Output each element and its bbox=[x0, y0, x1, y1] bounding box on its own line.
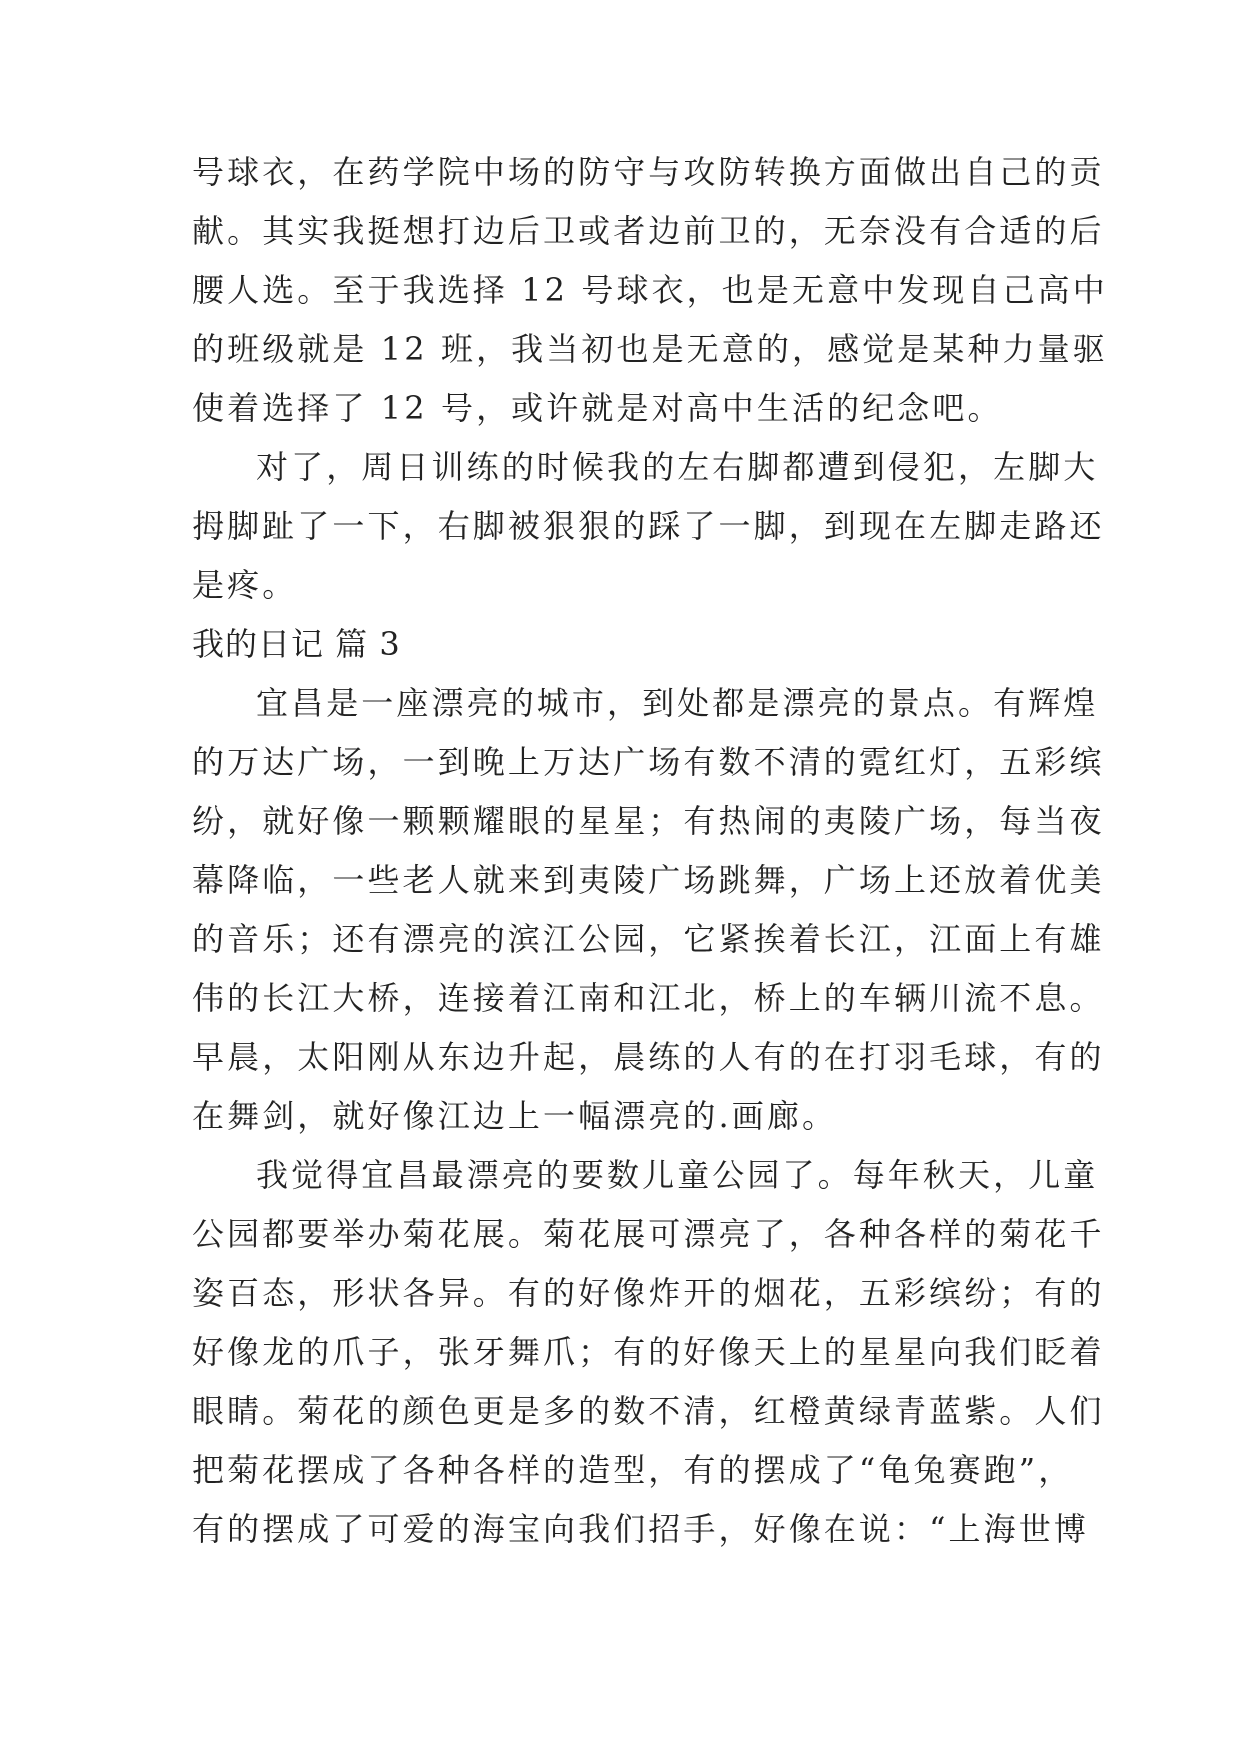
paragraph-first-line: 我觉得宜昌最漂亮的要数儿童公园了。每年秋天，儿童 bbox=[256, 1156, 1099, 1194]
body-text-line: 姿百态，形状各异。有的好像炸开的烟花，五彩缤纷；有的 bbox=[192, 1274, 1105, 1312]
paragraph-first-line: 对了，周日训练的时候我的左右脚都遭到侵犯，左脚大 bbox=[256, 448, 1099, 486]
body-text-line: 拇脚趾了一下，右脚被狠狠的踩了一脚，到现在左脚走路还 bbox=[192, 507, 1105, 545]
body-text-line: 腰人选。至于我选择 12 号球衣，也是无意中发现自己高中 bbox=[192, 271, 1108, 309]
body-text-line: 有的摆成了可爱的海宝向我们招手，好像在说：“上海世博 bbox=[192, 1510, 1089, 1548]
body-text-line: 好像龙的爪子，张牙舞爪；有的好像天上的星星向我们眨着 bbox=[192, 1333, 1105, 1371]
body-text-line: 在舞剑，就好像江边上一幅漂亮的.画廊。 bbox=[192, 1097, 838, 1135]
section-heading: 我的日记 篇 3 bbox=[192, 625, 401, 663]
body-text-line: 伟的长江大桥，连接着江南和江北，桥上的车辆川流不息。 bbox=[192, 979, 1105, 1017]
body-text-line: 的音乐；还有漂亮的滨江公园，它紧挨着长江，江面上有雄 bbox=[192, 920, 1105, 958]
body-text-line: 的万达广场，一到晚上万达广场有数不清的霓红灯，五彩缤 bbox=[192, 743, 1105, 781]
body-text-line: 眼睛。菊花的颜色更是多的数不清，红橙黄绿青蓝紫。人们 bbox=[192, 1392, 1105, 1430]
body-text-line: 早晨，太阳刚从东边升起，晨练的人有的在打羽毛球，有的 bbox=[192, 1038, 1105, 1076]
body-text-line: 献。其实我挺想打边后卫或者边前卫的，无奈没有合适的后 bbox=[192, 212, 1105, 250]
body-text-line: 号球衣，在药学院中场的防守与攻防转换方面做出自己的贡 bbox=[192, 153, 1105, 191]
body-text-line: 的班级就是 12 班，我当初也是无意的，感觉是某种力量驱 bbox=[192, 330, 1108, 368]
body-text-line: 纷，就好像一颗颗耀眼的星星；有热闹的夷陵广场，每当夜 bbox=[192, 802, 1105, 840]
body-text-line: 使着选择了 12 号，或许就是对高中生活的纪念吧。 bbox=[192, 389, 1003, 427]
body-text-line: 把菊花摆成了各种各样的造型，有的摆成了“龟兔赛跑”， bbox=[192, 1451, 1074, 1489]
body-text-line: 幕降临，一些老人就来到夷陵广场跳舞，广场上还放着优美 bbox=[192, 861, 1105, 899]
paragraph-first-line: 宜昌是一座漂亮的城市，到处都是漂亮的景点。有辉煌 bbox=[256, 684, 1099, 722]
body-text-line: 公园都要举办菊花展。菊花展可漂亮了，各种各样的菊花千 bbox=[192, 1215, 1105, 1253]
body-text-line: 是疼。 bbox=[192, 566, 298, 604]
